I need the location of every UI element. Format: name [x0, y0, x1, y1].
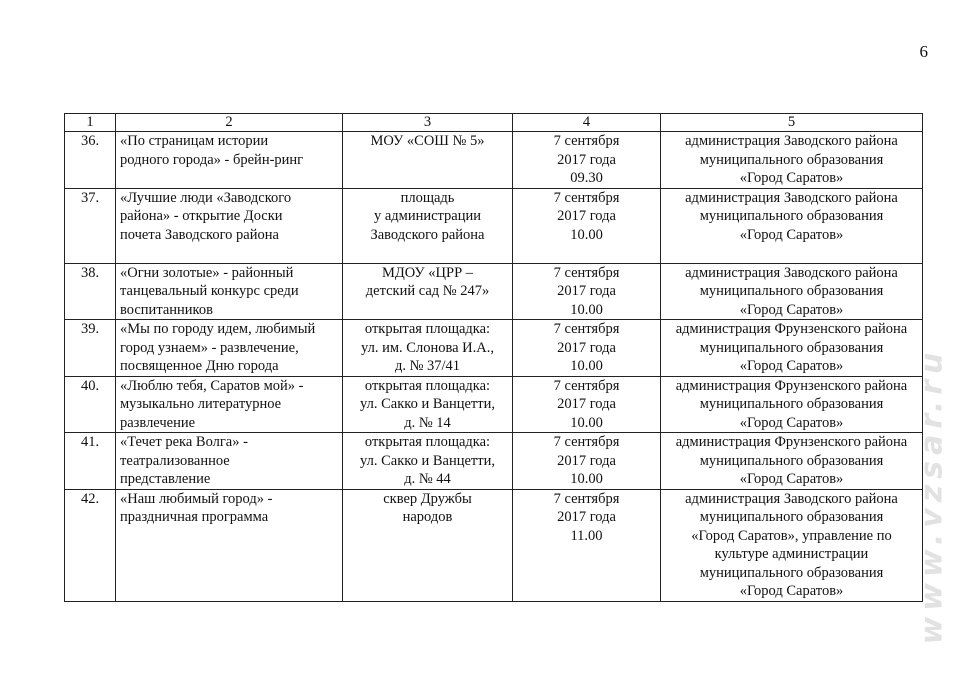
cell-line: муниципального образования	[699, 339, 884, 356]
cell-line: 2017 года	[557, 339, 616, 356]
cell-num: 40.	[65, 376, 116, 433]
cell-line: МОУ «СОШ № 5»	[370, 133, 485, 149]
column-header: 5	[661, 114, 923, 132]
cell-line: развлечение	[120, 414, 196, 431]
cell-date	[513, 188, 661, 263]
cell-line: «Лучшие люди «Заводского	[120, 189, 292, 206]
cell-line: «Город Саратов»	[739, 301, 844, 318]
cell-line: 2017 года	[557, 396, 616, 412]
cell-line: муниципального образования	[699, 564, 884, 581]
cell-line: посвященное Дню города	[120, 358, 279, 374]
page-number: 6	[919, 42, 928, 61]
cell-num: 41.	[65, 433, 116, 490]
column-header: 3	[343, 114, 513, 132]
cell-line: «Город Саратов»	[739, 170, 844, 186]
cell-line: 09.30	[570, 170, 603, 186]
cell-line: муниципального образования	[699, 452, 884, 469]
cell-place	[343, 376, 513, 433]
cell-line: ул. Сакко и Ванцетти,	[360, 452, 495, 469]
cell-line: «Люблю тебя, Саратов мой» -	[120, 377, 304, 394]
table-row	[65, 132, 923, 189]
cell-line: МДОУ «ЦРР –	[381, 264, 474, 281]
cell-line: танцевальный конкурс среди	[120, 283, 299, 299]
cell-line: Заводского района	[370, 226, 485, 243]
cell-name	[116, 132, 343, 189]
cell-org	[661, 132, 923, 189]
cell-date	[513, 376, 661, 433]
cell-line: администрация Заводского района	[685, 264, 898, 281]
cell-line: культуре администрации	[714, 546, 869, 562]
cell-line: д. № 14	[404, 414, 451, 431]
cell-line: представление	[120, 471, 211, 487]
cell-line: почета Заводского района	[120, 226, 279, 243]
cell-line: открытая площадка:	[364, 377, 491, 394]
cell-line: ул. Сакко и Ванцетти,	[360, 396, 495, 412]
cell-line: 2017 года	[557, 208, 616, 224]
cell-org	[661, 433, 923, 490]
cell-line: «Огни золотые» - районный	[120, 264, 294, 281]
cell-line: 7 сентября	[553, 377, 620, 394]
table-row	[65, 489, 923, 601]
cell-place	[343, 263, 513, 320]
cell-line: муниципального образования	[699, 208, 884, 224]
cell-line: 10.00	[570, 471, 603, 487]
cell-line: 2017 года	[557, 151, 616, 168]
cell-line: 2017 года	[557, 509, 616, 525]
cell-line: д. № 37/41	[394, 358, 461, 374]
cell-line: администрация Фрунзенского района	[675, 434, 908, 450]
cell-name	[116, 489, 343, 601]
cell-place	[343, 132, 513, 189]
cell-line: открытая площадка:	[364, 434, 491, 450]
table-header-row	[65, 114, 923, 132]
cell-line: «Город Саратов»	[739, 414, 844, 431]
cell-line: муниципального образования	[699, 509, 884, 525]
cell-name	[116, 263, 343, 320]
cell-name	[116, 320, 343, 377]
cell-line: администрация Заводского района	[685, 133, 898, 149]
table-body	[65, 132, 923, 602]
cell-name	[116, 376, 343, 433]
cell-name	[116, 433, 343, 490]
cell-org	[661, 188, 923, 263]
cell-place	[343, 489, 513, 601]
cell-line: «Течет река Волга» -	[120, 434, 248, 450]
cell-line: 7 сентября	[553, 490, 620, 507]
cell-line: 10.00	[570, 301, 603, 318]
cell-line: площадь	[400, 189, 455, 206]
cell-place	[343, 433, 513, 490]
cell-line: воспитанников	[120, 301, 213, 318]
cell-line: администрация Фрунзенского района	[675, 377, 908, 394]
cell-line: у администрации	[373, 208, 482, 224]
cell-line: «По страницам истории	[120, 133, 269, 149]
cell-org	[661, 489, 923, 601]
cell-line: родного города» - брейн-ринг	[120, 151, 304, 168]
cell-line: 10.00	[570, 414, 603, 431]
cell-line: администрация Заводского района	[685, 189, 898, 206]
cell-line: «Город Саратов»	[739, 583, 844, 599]
cell-line: администрация Заводского района	[685, 490, 898, 507]
cell-line: детский сад № 247»	[365, 283, 490, 299]
column-header: 4	[513, 114, 661, 132]
cell-date	[513, 433, 661, 490]
cell-line: «Город Саратов»	[739, 471, 844, 487]
cell-line: ул. им. Слонова И.А.,	[361, 339, 494, 356]
cell-date	[513, 263, 661, 320]
cell-place	[343, 188, 513, 263]
table-row	[65, 376, 923, 433]
cell-line: 7 сентября	[553, 434, 620, 450]
cell-line: д. № 44	[404, 471, 451, 487]
cell-line: 11.00	[570, 527, 603, 544]
cell-line: 7 сентября	[553, 133, 620, 149]
cell-line: город узнаем» - развлечение,	[120, 339, 299, 356]
events-table	[64, 113, 923, 602]
cell-num: 36.	[65, 132, 116, 189]
watermark	[912, 315, 952, 675]
cell-line: «Город Саратов», управление по	[691, 527, 892, 544]
cell-line: сквер Дружбы	[383, 490, 472, 507]
watermark-text: www.vzsar.ru	[914, 346, 950, 644]
cell-line: 10.00	[570, 358, 603, 374]
cell-line: «Город Саратов»	[739, 226, 844, 243]
cell-line: открытая площадка:	[364, 321, 491, 337]
cell-line: 2017 года	[557, 452, 616, 469]
cell-line: «Наш любимый город» -	[120, 490, 273, 507]
column-header: 2	[116, 114, 343, 132]
cell-num: 37.	[65, 188, 116, 263]
cell-line: 7 сентября	[553, 321, 620, 337]
cell-org	[661, 376, 923, 433]
cell-line: народов	[402, 509, 453, 525]
cell-line: 7 сентября	[553, 264, 620, 281]
cell-line: музыкально литературное	[120, 396, 282, 412]
cell-line: муниципального образования	[699, 283, 884, 299]
table-row	[65, 263, 923, 320]
cell-line: театрализованное	[120, 452, 230, 469]
cell-line: праздничная программа	[120, 509, 269, 525]
column-header: 1	[65, 114, 116, 132]
table-row	[65, 320, 923, 377]
cell-line: муниципального образования	[699, 396, 884, 412]
cell-line: 2017 года	[557, 283, 616, 299]
cell-num: 39.	[65, 320, 116, 377]
cell-num: 42.	[65, 489, 116, 601]
cell-place	[343, 320, 513, 377]
cell-org	[661, 320, 923, 377]
cell-line: администрация Фрунзенского района	[675, 321, 908, 337]
cell-num: 38.	[65, 263, 116, 320]
cell-name	[116, 188, 343, 263]
cell-line: района» - открытие Доски	[120, 208, 283, 224]
cell-date	[513, 320, 661, 377]
cell-date	[513, 489, 661, 601]
cell-line: 10.00	[570, 226, 603, 243]
table-row	[65, 433, 923, 490]
cell-line: «Мы по городу идем, любимый	[120, 321, 316, 337]
cell-line: 7 сентября	[553, 189, 620, 206]
cell-line: муниципального образования	[699, 151, 884, 168]
cell-date	[513, 132, 661, 189]
cell-line: «Город Саратов»	[739, 358, 844, 374]
table-row	[65, 188, 923, 263]
cell-org	[661, 263, 923, 320]
